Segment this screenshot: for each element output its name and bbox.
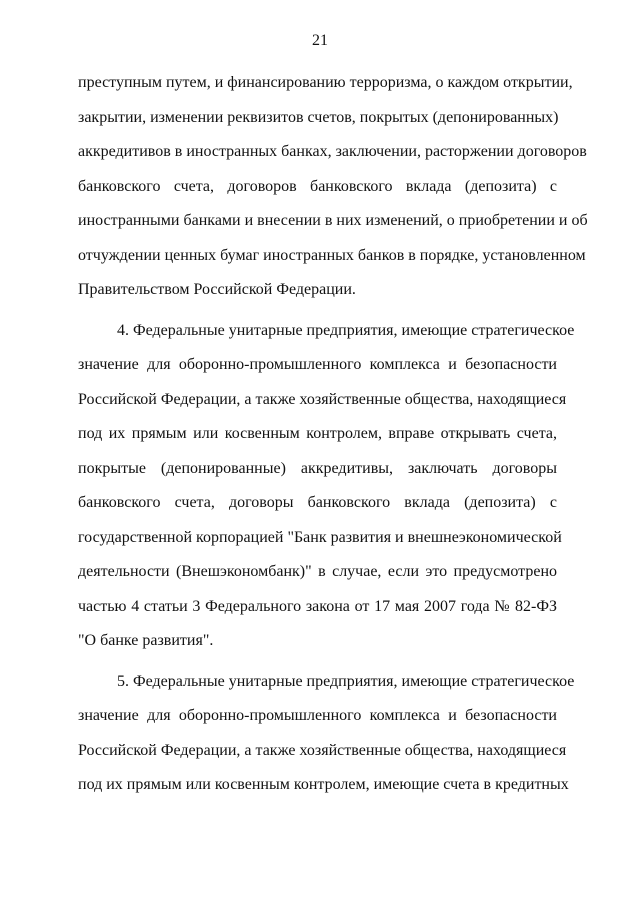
text-line: покрытые (депонированные) аккредитивы, заключать договоры bbox=[78, 459, 557, 477]
text-line: отчуждении ценных бумаг иностранных банков в порядке, установленном bbox=[78, 246, 586, 264]
document-body bbox=[78, 66, 588, 803]
text-line: преступным путем, и финансированию терроризма, о каждом открытии, bbox=[78, 74, 573, 91]
text-line: "О банке развития". bbox=[78, 632, 214, 649]
text-line: под их прямым или косвенным контролем, вправе открывать счета, bbox=[78, 425, 557, 442]
paragraph-item-4 bbox=[78, 314, 575, 659]
text-line: Российской Федерации, а также хозяйственные общества, находящиеся bbox=[78, 390, 567, 408]
text-line: иностранными банками и внесении в них изменений, о приобретении и об bbox=[78, 212, 588, 229]
text-line: государственной корпорацией "Банк развития и внешнеэкономической bbox=[78, 528, 562, 546]
text-line: закрытии, изменении реквизитов счетов, покрытых (депонированных) bbox=[78, 108, 559, 126]
text-line: 4. Федеральные унитарные предприятия, имеющие стратегическое bbox=[117, 321, 575, 339]
text-line: банковского счета, договоров банковского вклада (депозита) с bbox=[78, 177, 557, 195]
text-line: аккредитивов в иностранных банках, заключении, расторжении договоров bbox=[78, 143, 587, 160]
text-line: значение для оборонно-промышленного комплекса и безопасности bbox=[78, 707, 557, 724]
text-line: банковского счета, договоры банковского вклада (депозита) с bbox=[78, 494, 557, 511]
text-line: 5. Федеральные унитарные предприятия, имеющие стратегическое bbox=[117, 672, 575, 690]
text-line: деятельности (Внешэкономбанк)" в случае, если это предусмотрено bbox=[78, 563, 557, 580]
text-line: Российской Федерации, а также хозяйственные общества, находящиеся bbox=[78, 741, 567, 759]
text-line: частью 4 статьи 3 Федерального закона от 17 мая 2007 года № 82-ФЗ bbox=[78, 597, 557, 615]
paragraph-continuation bbox=[78, 66, 588, 308]
text-line: под их прямым или косвенным контролем, имеющие счета в кредитных bbox=[78, 776, 569, 793]
page-number: 21 bbox=[312, 32, 328, 49]
text-line: значение для оборонно-промышленного комплекса и безопасности bbox=[78, 356, 557, 373]
paragraph-item-5 bbox=[78, 665, 575, 803]
text-line: Правительством Российской Федерации. bbox=[78, 281, 356, 298]
